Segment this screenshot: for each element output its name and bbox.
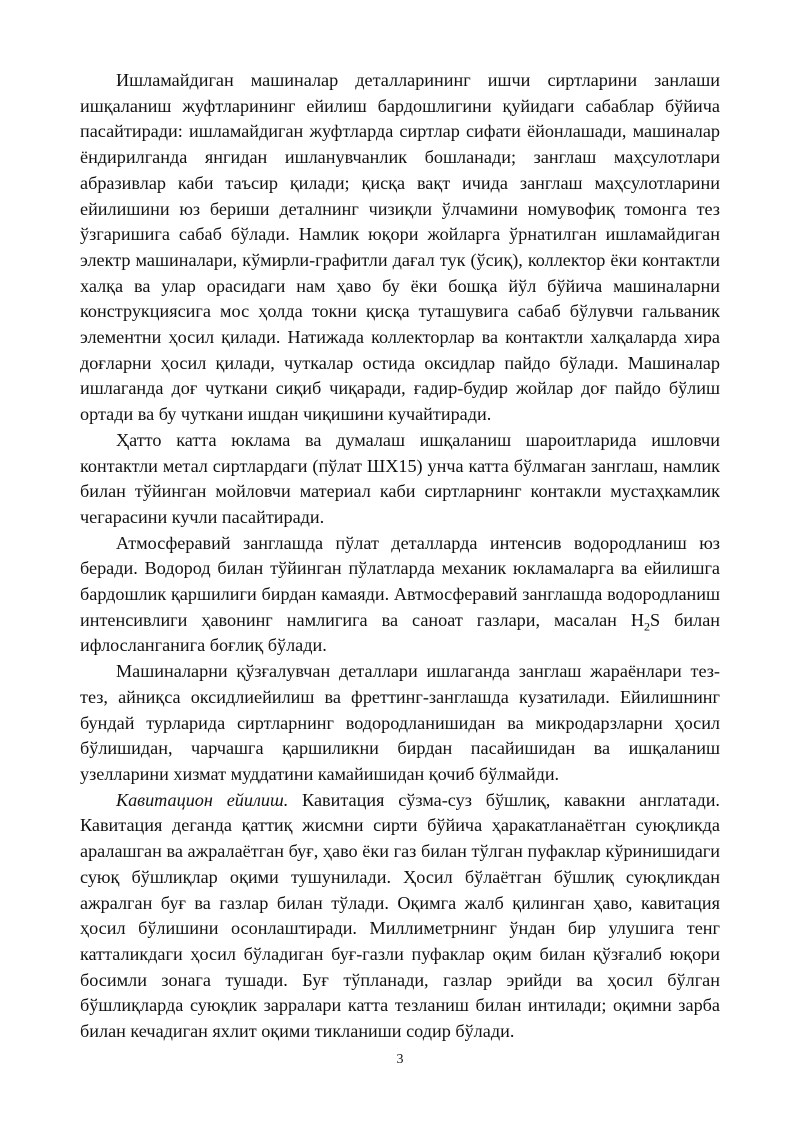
- paragraph-atmospheric-corrosion: [80, 531, 720, 660]
- paragraph-text: Атмосферавий занглашда пўлат деталлардa интенсив водородланиш юз беради. Водород билан тўйинган пўлатларда механик юкламаларга ва ейилишга бардошлик қаршилиги бирдан камаяди. Автмосферавий занглашда водородланиш интенсивлиги ҳавонинг намлигига ва саноат газлари, масалан H: [80, 532, 720, 630]
- subscript-index: 2: [644, 619, 651, 634]
- paragraph-contact-strength: Ҳатто катта юклама ва думалаш ишқаланиш шароитларида ишловчи контактли метал сиртлардаги (пўлат ШХ15) унча катта бўлмаган занглаш, намлик билан тўйинган мойловчи материал каби сиртларнинг контакли мустаҳкамлик чегарасини кучли пасайтиради.: [80, 429, 720, 527]
- section-lead-heading: Кавитацион ейилиш.: [116, 789, 289, 810]
- paragraph-text: S билан ифлосланганига боғлиқ бўлади.: [80, 609, 720, 656]
- paragraph-text: Кавитация сўзма-суз бўшлиқ, кавакни англатади. Кавитация деганда қаттиқ жисмни сирти бўйича ҳаракатланаётган суюқликда аралашган ва ажралаётган буғ, ҳаво ёки газ билан тўлган пуфаклар кўринишидаги суюқ бўшлиқлар оқими тушунилади. Ҳосил бўлаётган бўшлиқ суюқликдан ажралган буғ ва газлар билан тўлади. Оқимга жалб қилинган ҳаво, кавитация ҳосил бўлишини осонлаштиради. Миллиметрнинг ўндан бир улушига тенг катталикдаги ҳосил бўладиган буғ-газли пуфаклар оқим билан қўзғалиб юқори босимли зонага тушади. Буғ тўпланади, газлар эрийди ва ҳосил бўлган бўшлиқларда суюқлик зарралари катта тезланиш билан интилади; оқимни зарба билан кечадиган яхлит оқими тикланиши содир бўлади.: [80, 789, 720, 1042]
- page-number: 3: [396, 1052, 404, 1067]
- document-body: [80, 68, 720, 1045]
- paragraph-moving-parts-corrosion: Машиналарни қўзғалувчан деталлари ишлаганда занглаш жараёнлари тез-тез, айниқса оксидлиейилиш ва фреттинг-занглашда кузатилади. Ейилишнинг бундай турларида сиртларнинг водородланишидан ва микродарзларни ҳосил бўлишидан, чарчашга қаршиликни бирдан пасайишидан ва ишқаланиш узелларини хизмат муддатини камайишидан қочиб бўлмайди.: [80, 661, 720, 784]
- paragraph-idle-machine-corrosion: Ишламайдиган машиналар деталларининг ишчи сиртларини занлаши ишқаланиш жуфтларининг ейилиш бардошлигини қуйидаги сабаблар бўйича пасайтиради: ишламайдиган жуфтларда сиртлар сифати ёйонлашади, машиналар ёндирилганда янгидан ишланувчанлик бошланади; занглаш маҳсулотлари абразивлар каби таъсир қилади; қисқа вақт ичида занглаш маҳсулотларини ейилишини юз бериши деталнинг чизиқли ўлчамини номувофиқ томонга тез ўзгаришига сабаб бўлади. Намлик юқори жойларга ўрнатилган ишламайдиган электр машиналари, кўмирли-графитли дағал тук (ўсиқ), коллектор ёки контактли халқа ва улар орасидаги нам ҳаво бу ёки бошқа йўл бўйича машиналарни конструкциясига мос ҳолда токни қисқа туташувига сабаб бўлувчи гальваник элементни ҳосил қилади. Натижада коллекторлар ва контактли халқаларда хира доғларни ҳосил қилади, чуткалар остида оксидлар пайдо бўлади. Машиналар ишлаганда доғ чуткани сиқиб чиқаради, ғадир-будир жойлар доғ пайдо бўлиш ортади ва бу чуткани ишдан чиқишини кучайтиради.: [80, 70, 720, 425]
- paragraph-cavitation-wear: [80, 788, 720, 1045]
